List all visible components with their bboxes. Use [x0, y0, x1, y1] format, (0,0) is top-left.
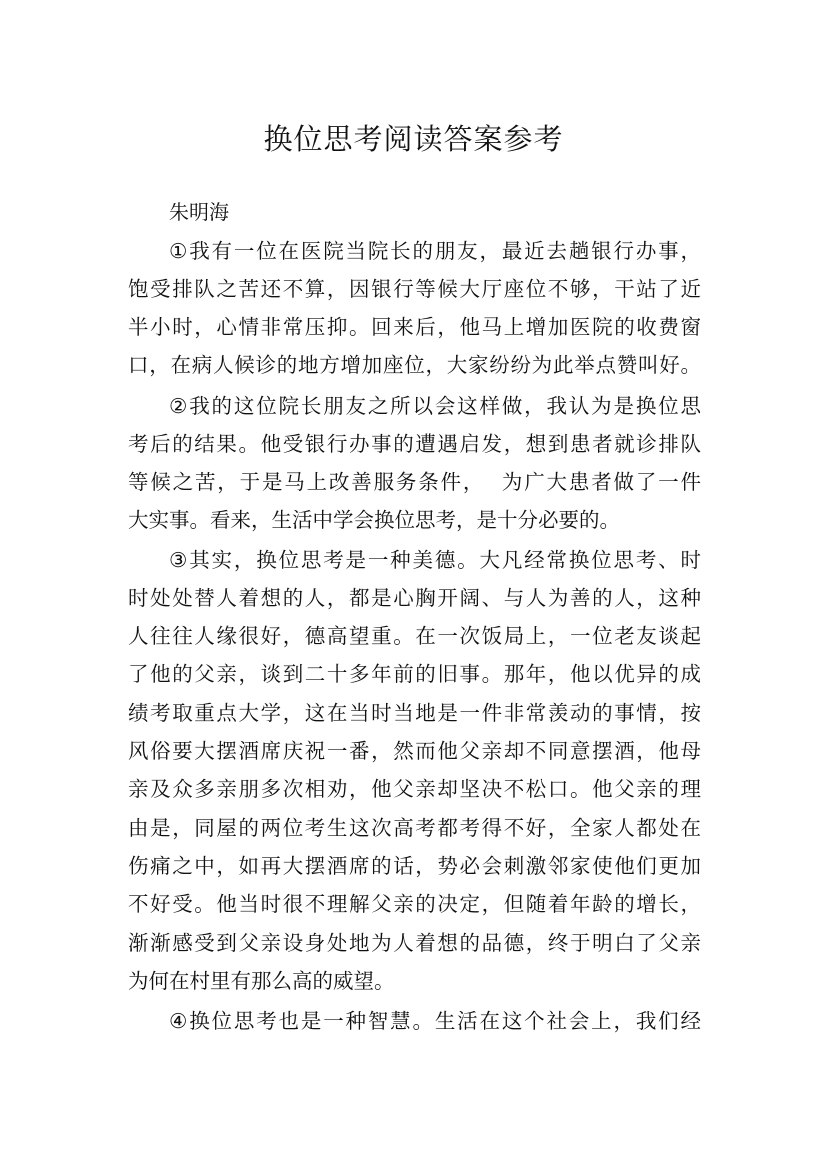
- paragraph-1-line-3: 半小时，心情非常压抑。回来后，他马上增加医院的收费窗: [128, 315, 701, 339]
- paragraph-3-line-11: 渐渐感受到父亲设身处地为人着想的品德，终于明白了父亲: [128, 931, 701, 955]
- paragraph-3-line-10: 不好受。他当时很不理解父亲的决定，但随着年龄的增长，: [128, 892, 701, 916]
- paragraph-3-line-3: 人往往人缘很好，德高望重。在一次饭局上，一位老友谈起: [128, 624, 701, 648]
- paragraph-1-line-2: 饱受排队之苦还不算，因银行等候大厅座位不够，干站了近: [128, 277, 701, 301]
- paragraph-3-line-9: 伤痛之中，如再大摆酒席的话，势必会刺激邻家使他们更加: [128, 854, 701, 878]
- paragraph-3-line-8: 由是，同屋的两位考生这次高考都考得不好，全家人都处在: [128, 816, 701, 840]
- paragraph-2-line-3: 等候之苦，于是马上改善服务条件， 为广大患者做了一件: [128, 470, 701, 494]
- paragraph-3-line-4: 了他的父亲，谈到二十多年前的旧事。那年，他以优异的成: [128, 662, 701, 686]
- author-name: 朱明海: [169, 200, 229, 224]
- paragraph-3-line-2: 时处处替人着想的人，都是心胸开阔、与人为善的人，这种: [128, 586, 701, 610]
- paragraph-4-line-1: ④换位思考也是一种智慧。生活在这个社会上，我们经: [169, 1009, 701, 1033]
- paragraph-2-line-1: ②我的这位院长朋友之所以会这样做，我认为是换位思: [169, 394, 701, 418]
- paragraph-2-line-2: 考后的结果。他受银行办事的遭遇启发，想到患者就诊排队: [128, 432, 701, 456]
- paragraph-1-line-4: 口，在病人候诊的地方增加座位，大家纷纷为此举点赞叫好。: [128, 353, 701, 377]
- paragraph-3-line-6: 风俗要大摆酒席庆祝一番，然而他父亲却不同意摆酒，他母: [128, 739, 701, 763]
- paragraph-3-line-5: 绩考取重点大学，这在当时当地是一件非常羡动的事情，按: [128, 701, 701, 725]
- paragraph-3-line-1: ③其实，换位思考是一种美德。大凡经常换位思考、时: [169, 548, 701, 572]
- document-title: 换位思考阅读答案参考: [263, 122, 564, 157]
- paragraph-1-line-1: ①我有一位在医院当院长的朋友，最近去趟银行办事，: [169, 239, 701, 263]
- paragraph-3-line-7: 亲及众多亲朋多次相劝，他父亲却坚决不松口。他父亲的理: [128, 777, 701, 801]
- paragraph-3-line-12: 为何在村里有那么高的威望。: [128, 969, 395, 993]
- paragraph-2-line-4: 大实事。看来，生活中学会换位思考，是十分必要的。: [128, 508, 620, 532]
